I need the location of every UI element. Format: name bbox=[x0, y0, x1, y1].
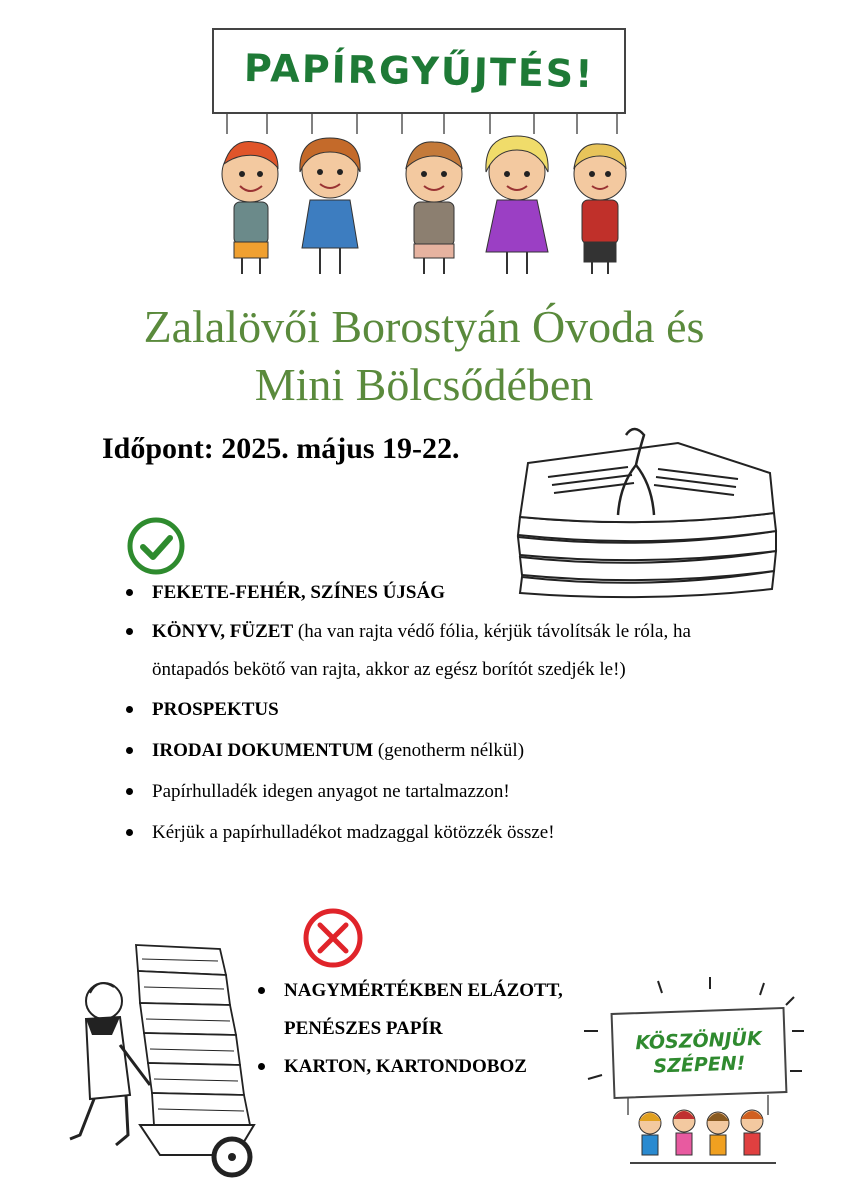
list-item: KÖNYV, FÜZET (ha van rajta védő fólia, kérjük távolítsák le róla, ha öntapadós bekötő van rajta, akkor az egész borítót szedjék le!) bbox=[126, 613, 766, 689]
page-title bbox=[0, 298, 848, 414]
allowed-items-list bbox=[126, 572, 766, 853]
event-date: Időpont: 2025. május 19-22. bbox=[102, 432, 460, 465]
list-item: IRODAI DOKUMENTUM (genotherm nélkül) bbox=[126, 730, 766, 771]
list-item: Kérjük a papírhulladékot madzaggal kötözzék össze! bbox=[126, 812, 766, 853]
banner-title: PAPÍRGYŰJTÉS! bbox=[243, 45, 595, 97]
thanks-line-1: KÖSZÖNJÜK bbox=[635, 1027, 763, 1055]
kids-illustration bbox=[212, 112, 632, 282]
title-line-1: Zalalövői Borostyán Óvoda és bbox=[143, 301, 705, 352]
title-line-2: Mini Bölcsődében bbox=[254, 359, 594, 410]
list-item: PROSPEKTUS bbox=[126, 689, 766, 730]
wheelbarrow-illustration bbox=[40, 935, 270, 1180]
list-item: KARTON, KARTONDOBOZ bbox=[258, 1048, 618, 1086]
banner-sign bbox=[212, 28, 626, 114]
check-circle-icon bbox=[126, 516, 186, 576]
thanks-line-2: SZÉPEN! bbox=[653, 1052, 746, 1078]
rejected-items-list bbox=[258, 972, 618, 1086]
list-item: Papírhulladék idegen anyagot ne tartalmazzon! bbox=[126, 771, 766, 812]
list-item: FEKETE-FEHÉR, SZÍNES ÚJSÁG bbox=[126, 572, 766, 613]
x-circle-icon bbox=[302, 907, 364, 969]
list-item: NAGYMÉRTÉKBEN ELÁZOTT, PENÉSZES PAPÍR bbox=[258, 972, 618, 1048]
thank-you-sign bbox=[611, 1007, 788, 1099]
